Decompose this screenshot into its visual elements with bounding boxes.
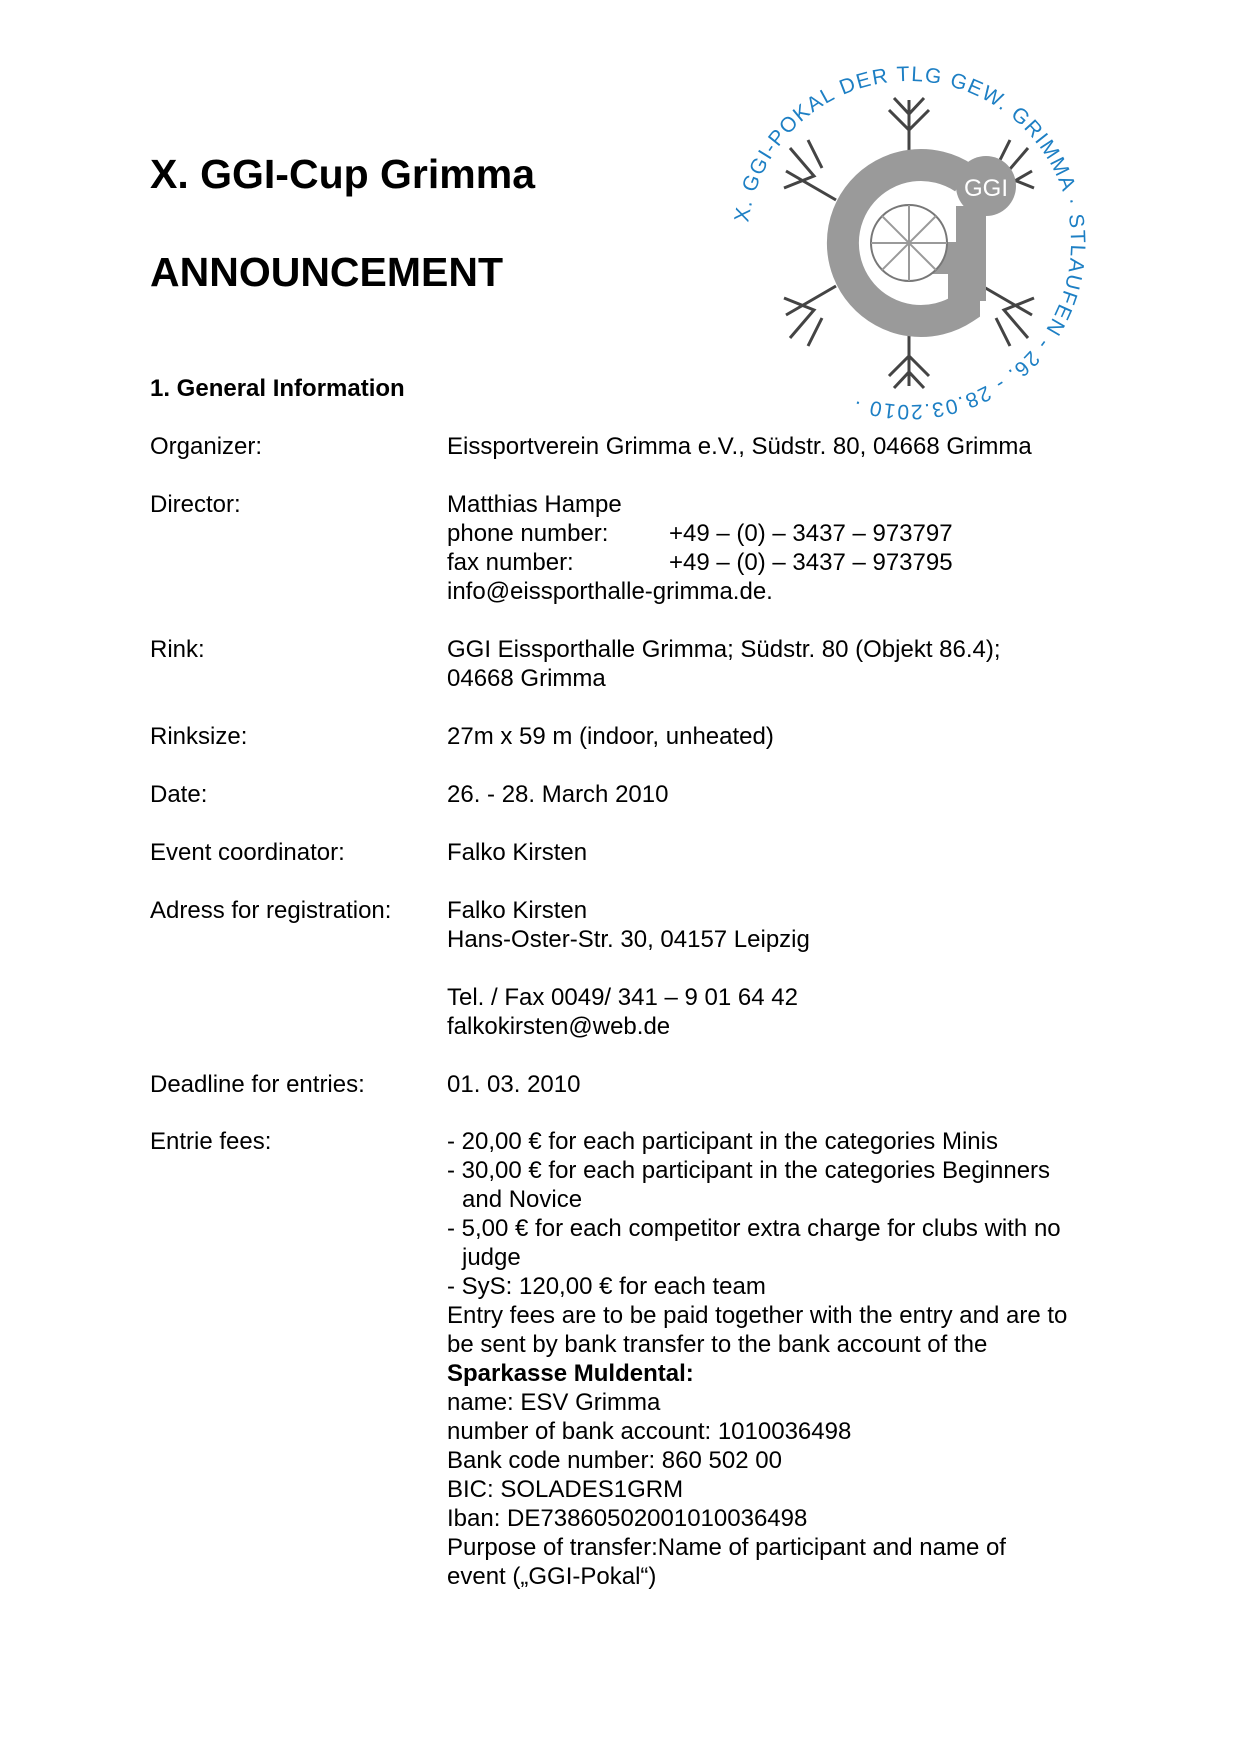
rinksize-value [447, 722, 1112, 751]
section-general-information: 1. General Information [150, 375, 405, 402]
deadline-label: Deadline for entries: [150, 1071, 365, 1098]
fees-line: Iban: DE73860502001010036498 [447, 1505, 808, 1532]
fees-line: Bank code number: 860 502 00 [447, 1447, 782, 1474]
deadline-line: 01. 03. 2010 [447, 1071, 581, 1098]
rink-line: 04668 Grimma [447, 665, 606, 692]
registration-contact: falkokirsten@web.de [447, 1013, 671, 1040]
date-value [447, 780, 1112, 809]
row-deadline [150, 1070, 1120, 1099]
row-event-coordinator [150, 838, 1120, 867]
deadline-value [447, 1070, 1112, 1099]
fees-line: judge [462, 1244, 521, 1271]
row-director [150, 490, 1120, 606]
director-name: Matthias Hampe [447, 491, 622, 518]
fees-line: - 20,00 € for each participant in the categories Minis [447, 1128, 998, 1155]
registration-label: Adress for registration: [150, 897, 392, 924]
registration-contact: Tel. / Fax 0049/ 341 – 9 01 64 42 [447, 984, 798, 1011]
organizer-value [447, 432, 1112, 461]
organizer-line: Eissportverein Grimma e.V., Südstr. 80, 04668 Grimma [447, 433, 1032, 460]
rink-label: Rink: [150, 636, 205, 663]
fees-line: and Novice [462, 1186, 583, 1213]
director-fax [447, 548, 1112, 577]
rink-line: GGI Eissporthalle Grimma; Südstr. 80 (Objekt 86.4); [447, 636, 1001, 663]
row-date [150, 780, 1120, 809]
coordinator-label: Event coordinator: [150, 839, 345, 866]
date-line: 26. - 28. March 2010 [447, 781, 669, 808]
ggi-cup-seal-logo [724, 58, 1094, 428]
bank-name: Sparkasse Muldental: [447, 1360, 694, 1387]
coordinator-line: Falko Kirsten [447, 839, 588, 866]
row-rinksize [150, 722, 1120, 751]
row-organizer [150, 432, 1120, 461]
fees-line: - 5,00 € for each competitor extra charge for clubs with no [447, 1215, 1061, 1242]
announcement-heading: ANNOUNCEMENT [150, 249, 504, 295]
fees-line: BIC: SOLADES1GRM [447, 1476, 684, 1503]
phone-label: phone number: [447, 520, 609, 547]
director-label: Director: [150, 491, 241, 518]
rink-value [447, 635, 1112, 693]
ggi-emblem [843, 156, 1016, 321]
general-information-table [150, 432, 1120, 1591]
document-title: X. GGI-Cup Grimma [150, 151, 535, 197]
fees-line: Entry fees are to be paid together with the entry and are to [447, 1302, 1068, 1329]
rinksize-line: 27m x 59 m (indoor, unheated) [447, 723, 774, 750]
fax-number: +49 – (0) – 3437 – 973795 [669, 549, 953, 576]
date-label: Date: [150, 781, 208, 808]
seal-ring-text-path: X. GGI-POKAL DER TLG GEW. GRIMMA · STLAUFEN - 26. - 28.03.2010 · [730, 62, 1090, 424]
fees-line: event („GGI-Pokal“) [447, 1563, 657, 1590]
registration-line: Hans-Oster-Str. 30, 04157 Leipzig [447, 926, 810, 953]
row-entry-fees [150, 1127, 1120, 1591]
phone-number: +49 – (0) – 3437 – 973797 [669, 520, 953, 547]
fees-line: - 30,00 € for each participant in the categories Beginners [447, 1157, 1051, 1184]
fees-value [447, 1127, 1112, 1591]
director-value [447, 490, 1112, 606]
fees-line: - SyS: 120,00 € for each team [447, 1273, 766, 1300]
organizer-label: Organizer: [150, 433, 263, 460]
fees-label: Entrie fees: [150, 1128, 272, 1155]
seal-center-text: GGI [963, 175, 1009, 202]
director-email: info@eissporthalle-grimma.de. [447, 578, 773, 605]
coordinator-value [447, 838, 1112, 867]
fees-line: Purpose of transfer:Name of participant and name of [447, 1534, 1006, 1561]
fees-line: name: ESV Grimma [447, 1389, 661, 1416]
fees-line: number of bank account: 1010036498 [447, 1418, 852, 1445]
fax-label: fax number: [447, 549, 574, 576]
rinksize-label: Rinksize: [150, 723, 248, 750]
registration-value [447, 896, 1112, 1041]
registration-line: Falko Kirsten [447, 897, 588, 924]
row-rink [150, 635, 1120, 693]
row-registration-address [150, 896, 1120, 1041]
director-phone [447, 519, 1112, 548]
fees-line: be sent by bank transfer to the bank account of the [447, 1331, 988, 1358]
